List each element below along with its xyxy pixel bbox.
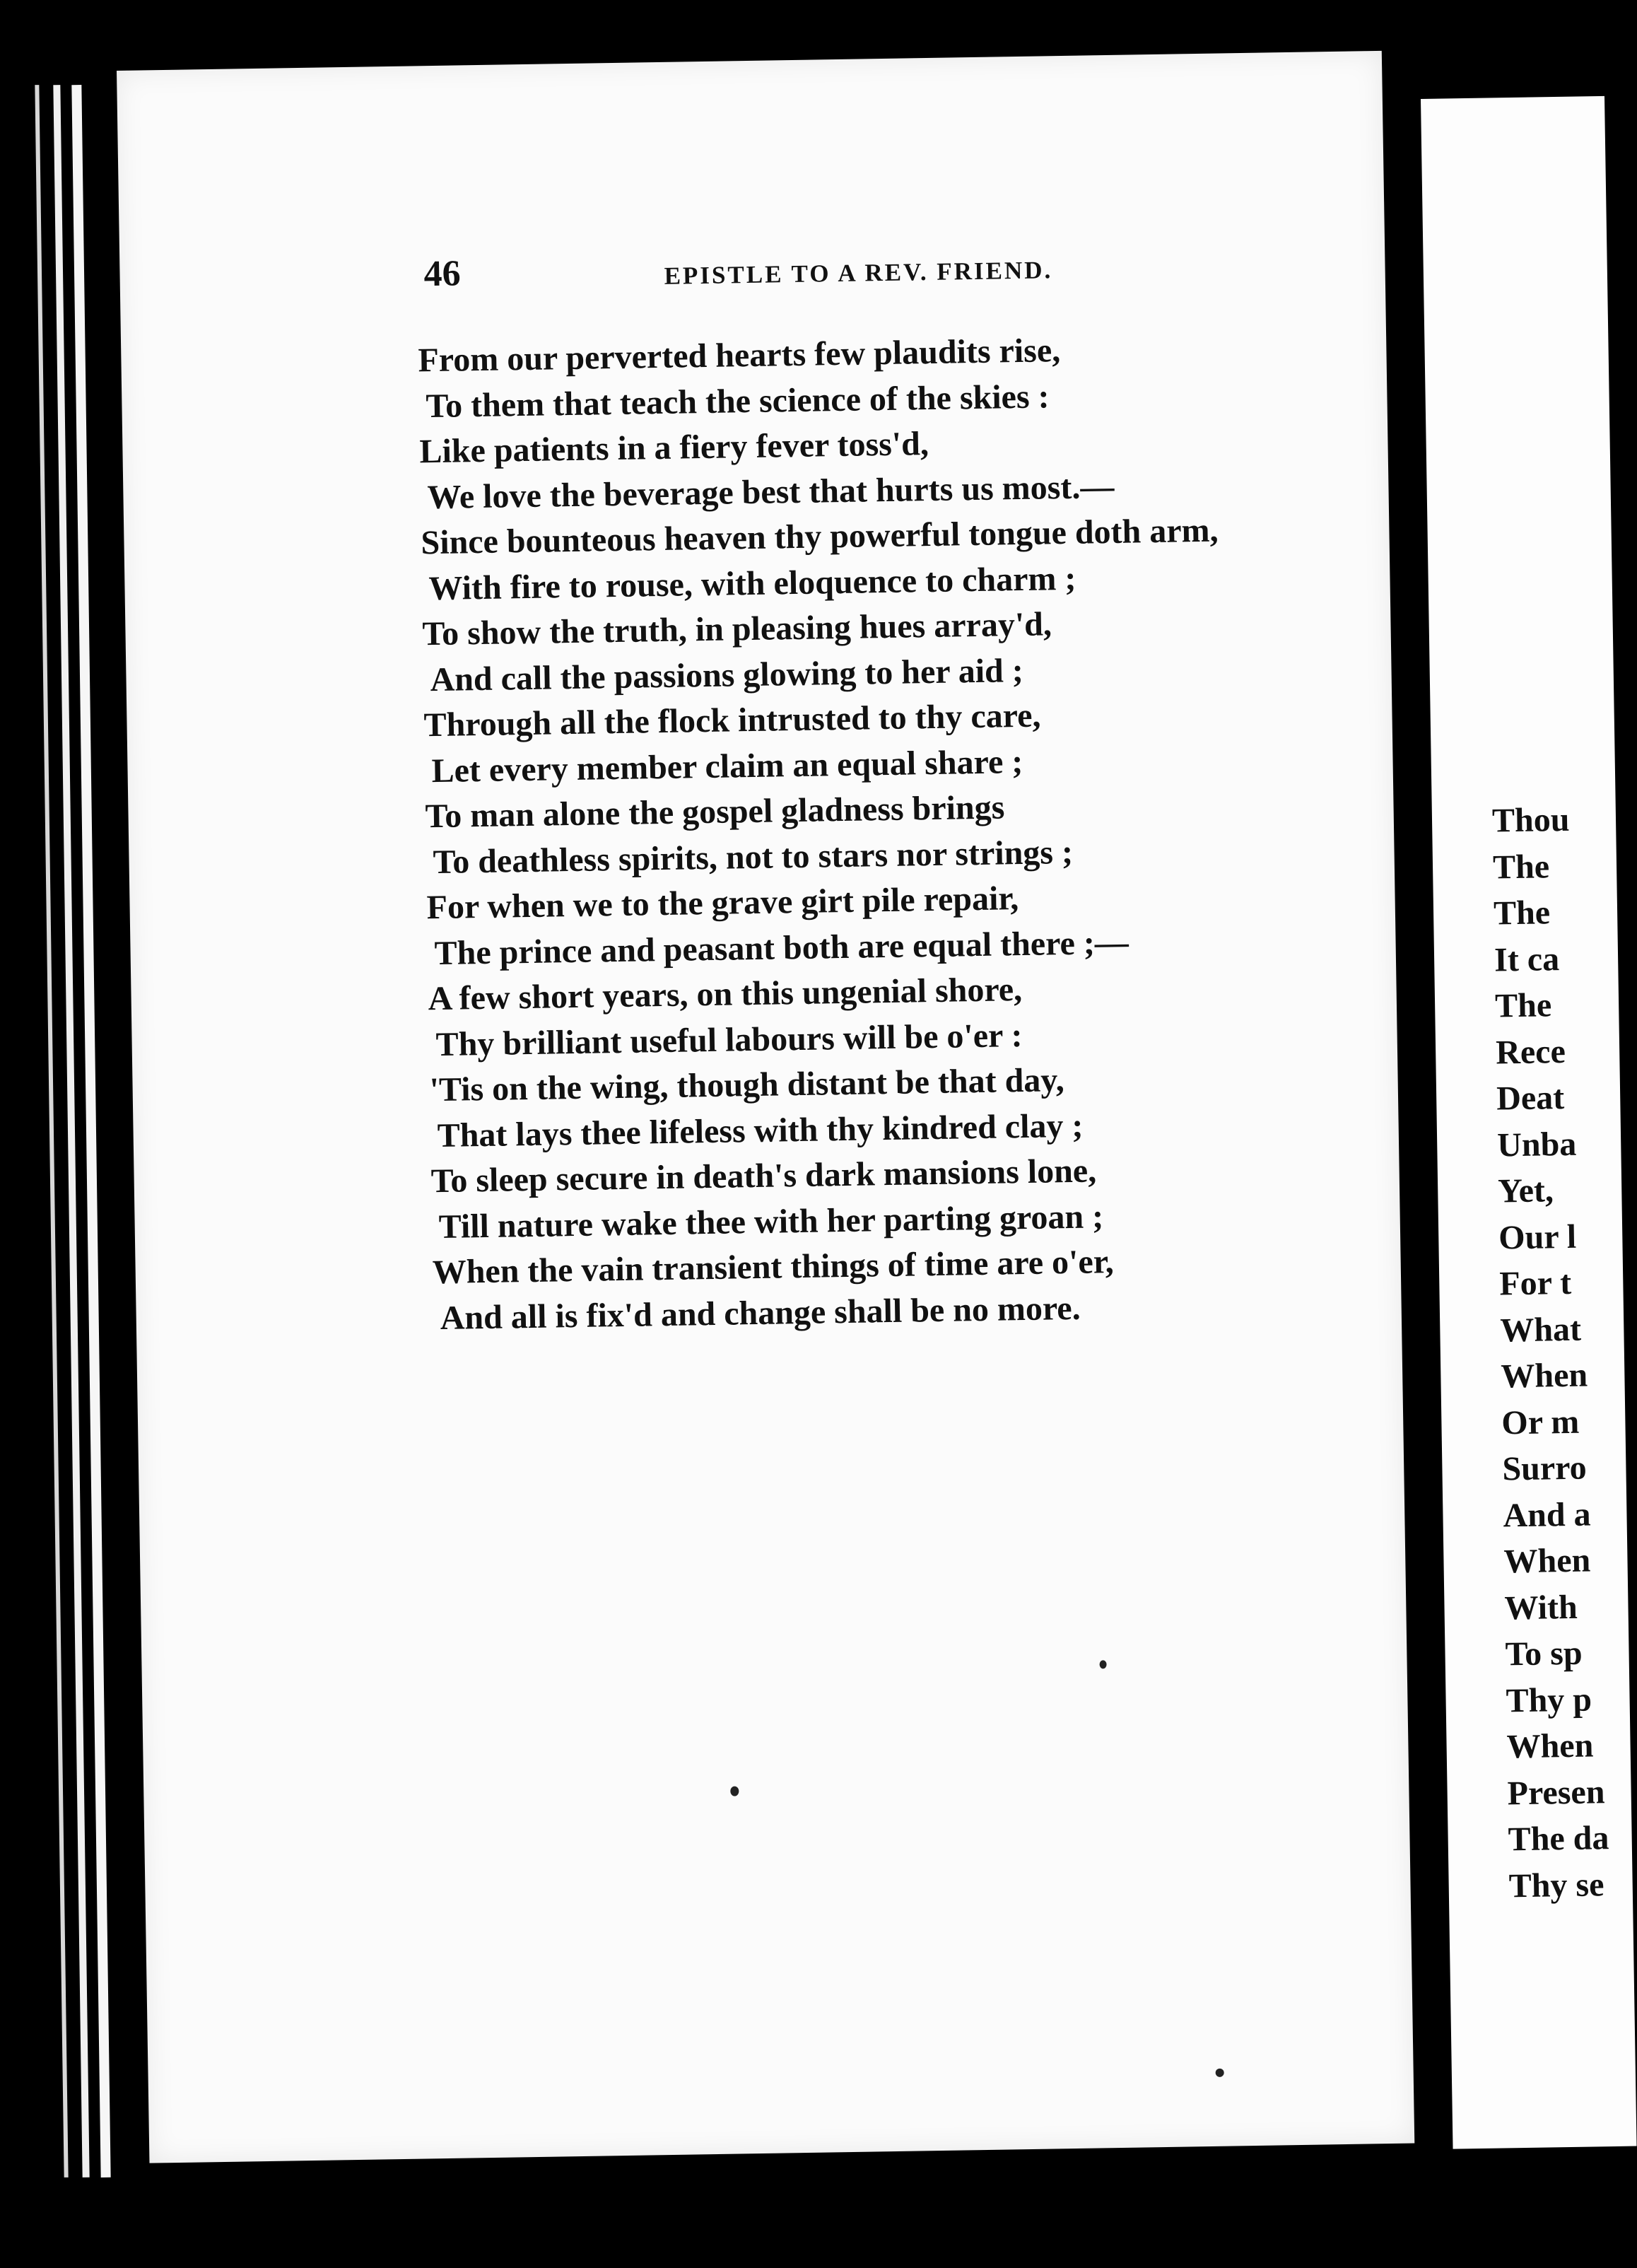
facing-line: Thou (1491, 800, 1570, 840)
facing-line: The (1494, 986, 1552, 1025)
facing-line: It ca (1494, 940, 1560, 979)
poem-text (418, 325, 1324, 1342)
poem-line: With fire to rouse, with eloquence to charm ; (428, 559, 1076, 607)
book-page-left (117, 51, 1414, 2163)
poem-line: To man alone the gospel gladness brings (425, 788, 1005, 836)
poem-line: To them that teach the science of the skies : (426, 377, 1050, 425)
facing-line: Presen (1507, 1772, 1605, 1812)
book-page-right (1421, 96, 1637, 2149)
poem-line: To sleep secure in death's dark mansions lone, (430, 1152, 1097, 1200)
poem-line: Till nature wake thee with her parting groan ; (438, 1197, 1104, 1246)
poem-line: To show the truth, in pleasing hues array'd, (422, 605, 1052, 653)
facing-line: Surro (1502, 1449, 1587, 1488)
facing-line: Unba (1496, 1125, 1577, 1164)
poem-line: And all is fix'd and change shall be no more. (440, 1289, 1081, 1337)
poem-line: That lays thee lifeless with thy kindred clay ; (437, 1106, 1084, 1155)
poem-line: From our perverted hearts few plaudits rise, (418, 332, 1061, 380)
facing-line: Rece (1495, 1032, 1566, 1071)
poem-line: Let every member claim an equal share ; (431, 742, 1023, 790)
poem-line: Through all the flock intrusted to thy care, (423, 696, 1041, 744)
facing-line: And a (1503, 1495, 1591, 1534)
facing-line: The da (1508, 1819, 1609, 1859)
poem-line: Since bounteous heaven thy powerful tongue doth arm, (421, 511, 1219, 562)
facing-line: When (1503, 1541, 1591, 1581)
poem-line: For when we to the grave girt pile repair, (426, 879, 1019, 927)
ink-speck (730, 1786, 739, 1796)
facing-line: To sp (1505, 1634, 1583, 1673)
ink-speck (1099, 1660, 1106, 1668)
facing-line: Yet, (1497, 1171, 1554, 1210)
poem-line: Thy brilliant useful labours will be o'er : (435, 1016, 1023, 1063)
facing-line: Or m (1501, 1403, 1580, 1442)
print-specks (117, 51, 1382, 71)
facing-line: When (1500, 1356, 1588, 1396)
poem-line: Like patients in a fiery fever toss'd, (419, 425, 929, 471)
page-header (423, 242, 1117, 303)
poem-line: And call the passions glowing to her aid ; (430, 651, 1024, 698)
ink-speck (1216, 2069, 1224, 2077)
poem-line: We love the beverage best that hurts us most.— (427, 467, 1115, 516)
facing-line: Our l (1498, 1217, 1577, 1256)
poem-line: A few short years, on this ungenial shore, (428, 971, 1023, 1018)
poem-line: When the vain transient things of time are o'er, (432, 1243, 1115, 1292)
facing-line: The (1493, 894, 1551, 933)
facing-line: What (1499, 1310, 1582, 1349)
facing-page-text (1492, 796, 1610, 1909)
facing-line: The (1492, 847, 1550, 887)
facing-line: Deat (1496, 1078, 1565, 1118)
facing-line: Thy se (1508, 1865, 1604, 1905)
facing-line: When (1506, 1726, 1594, 1766)
running-head: EPISTLE TO A REV. FRIEND. (664, 256, 1053, 290)
poem-line: 'Tis on the wing, though distant be that day, (429, 1061, 1065, 1109)
poem-line: To deathless spirits, not to stars nor strings ; (433, 833, 1074, 881)
page-number: 46 (423, 253, 462, 295)
poem-line: The prince and peasant both are equal there ;— (434, 923, 1130, 972)
facing-line: With (1504, 1588, 1578, 1627)
facing-line: For t (1498, 1263, 1572, 1303)
facing-line: Thy p (1506, 1680, 1592, 1719)
